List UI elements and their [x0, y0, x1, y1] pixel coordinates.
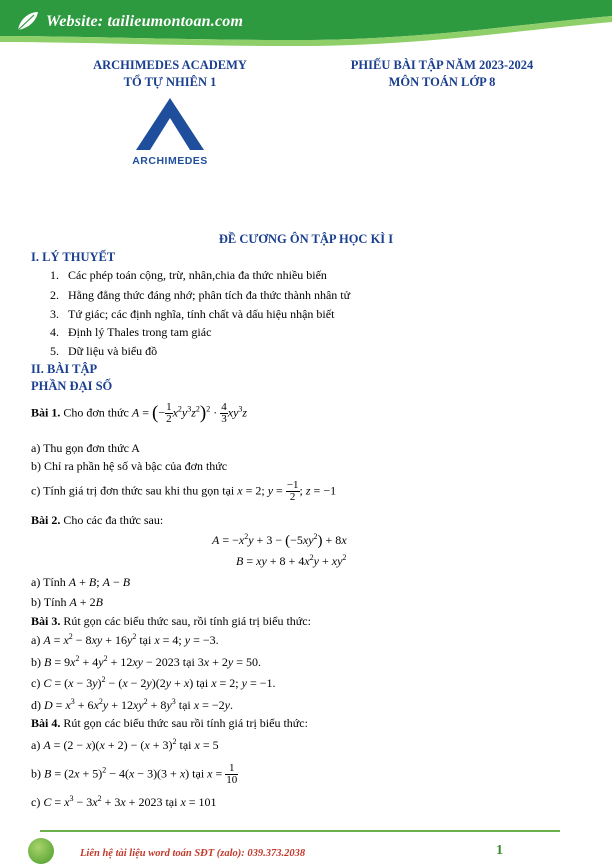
- list-item: 1. Các phép toán cộng, trừ, nhân,chia đa thức nhiều biến: [50, 268, 327, 282]
- bai1-part-a: a) Thu gọn đơn thức A: [31, 441, 140, 455]
- bai1-part-c: c) Tính giá trị đơn thức sau khi thu gọn tại x = 2; y = $\frac{-1}{2}$ ; z = −1: [31, 479, 337, 503]
- subject-grade: MÔN TOÁN LỚP 8: [388, 75, 496, 89]
- header-left: [80, 57, 260, 91]
- bai3-part-c: c) $C = (x - 3y)^2 - (x - 2y)(2y + x)$ tại x = 2; y = −1.: [31, 675, 276, 690]
- bai2-poly-a: $A = -x^2y + 3 - (-5xy^2) + 8x$: [212, 532, 347, 549]
- bai3-part-d: d) $D = x^3 + 6x^2y + 12xy^2 + 8y^3$ tại x = −2y.: [31, 697, 233, 712]
- website-text: Website: tailieumontoan.com: [46, 13, 244, 30]
- bai1-part-b: b) Chỉ ra phần hệ số và bậc của đơn thức: [31, 459, 228, 473]
- bai4-statement: Bài 4. Rút gọn các biểu thức sau rồi tính giá trị biểu thức:: [31, 716, 308, 730]
- theory-heading: I. LÝ THUYẾT: [31, 250, 116, 264]
- department-name: TỔ TỰ NHIÊN 1: [123, 75, 217, 89]
- list-item: 2. Hằng đẳng thức đáng nhớ; phân tích đa thức thành nhân tử: [50, 288, 351, 302]
- exercises-heading: II. BÀI TẬP: [31, 362, 98, 376]
- list-item: 4. Định lý Thales trong tam giác: [50, 325, 212, 339]
- archimedes-logo: [110, 96, 230, 168]
- bai2-statement: Bài 2. Cho các đa thức sau:: [31, 513, 164, 527]
- logo-wordmark: ARCHIMEDES: [132, 155, 208, 167]
- bai1-statement: Bài 1. Cho đơn thức A = (− $\frac{1}{2}$ $x^2y^3z^2)^2$ · $\frac{4}{3}$ $xy^3z$: [31, 401, 248, 425]
- bai4-part-b: b) $B = (2x + 5)^2 - 4(x - 3)(3 + x)$ tại x = $\frac{1}{10}$: [31, 762, 238, 786]
- green-circle-icon: [28, 838, 54, 864]
- bai3-statement: Bài 3. Rút gọn các biểu thức sau, rồi tính giá trị biểu thức:: [31, 614, 311, 628]
- footer-contact: Liên hệ tài liệu word toán SĐT (zalo): 039.373.2038: [80, 848, 306, 859]
- bai4-part-c: c) $C = x^3 - 3x^2 + 3x + 2023$ tại x = 101: [31, 794, 217, 809]
- document-title: ĐỀ CƯƠNG ÔN TẬP HỌC KÌ I: [218, 232, 394, 246]
- bai2-part-b: b) Tính A + 2B: [31, 595, 103, 609]
- school-name: ARCHIMEDES ACADEMY: [93, 58, 247, 72]
- bai4-part-a: a) $A = (2 - x)(x + 2) - (x + 3)^2$ tại x = 5: [31, 737, 219, 752]
- footer-divider: [40, 830, 560, 832]
- bai2-part-a: a) Tính A + B; A − B: [31, 575, 131, 589]
- list-item: 5. Dữ liệu và biểu đồ: [50, 344, 158, 358]
- bai2-poly-b: B = xy + $8 + 4x^2y + xy^2$: [236, 553, 347, 568]
- list-item: 3. Tứ giác; các định nghĩa, tính chất và dấu hiệu nhận biết: [50, 307, 335, 321]
- page-number: 1: [496, 843, 503, 858]
- algebra-heading: PHẦN ĐẠI SỐ: [31, 379, 113, 393]
- bai3-part-a: a) $A = x^2 - 8xy + 16y^2$ tại x = 4; y = −3.: [31, 632, 219, 647]
- bai3-part-b: b) $B = 9x^2 + 4y^2 + 12xy - 2023$ tại 3x + 2y = 50.: [31, 654, 261, 669]
- header-right: [332, 57, 552, 91]
- worksheet-year: PHIẾU BÀI TẬP NĂM 2023-2024: [350, 58, 534, 72]
